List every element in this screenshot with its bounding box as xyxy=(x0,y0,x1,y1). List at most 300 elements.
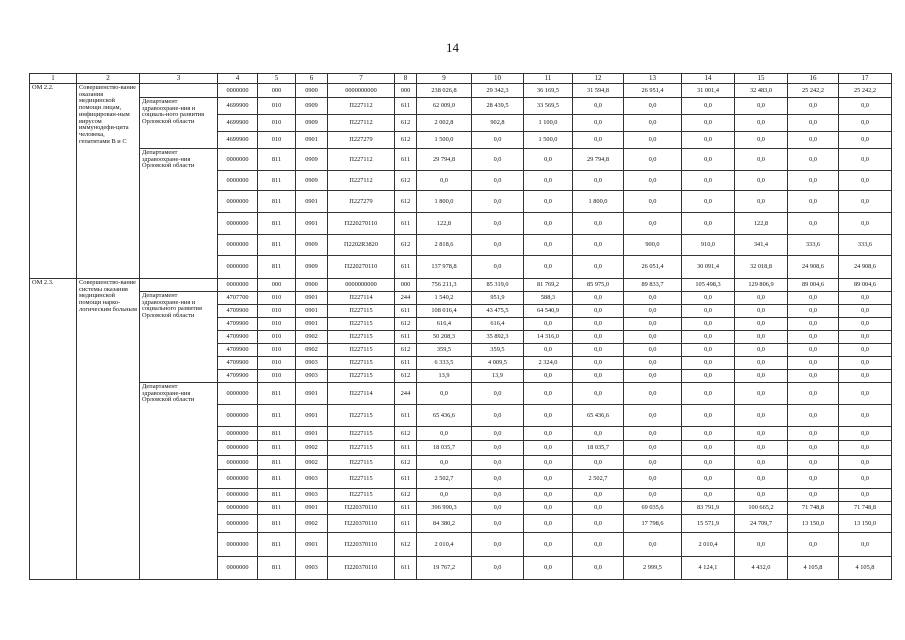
value-cell: 1 100,0 xyxy=(524,115,573,132)
value-cell: 0000000000 xyxy=(328,279,395,292)
value-cell: П227115 xyxy=(328,456,395,470)
value-cell: 0000000 xyxy=(218,235,258,256)
value-cell: 0,0 xyxy=(524,427,573,441)
value-cell: 244 xyxy=(395,292,417,305)
value-cell: 0,0 xyxy=(624,292,682,305)
value-cell: 0,0 xyxy=(573,515,624,533)
value-cell: 0,0 xyxy=(839,489,892,502)
value-cell: П227112 xyxy=(328,171,395,191)
value-cell: П227115 xyxy=(328,441,395,456)
value-cell: 0,0 xyxy=(735,318,788,331)
value-cell: 0,0 xyxy=(573,171,624,191)
value-cell: 0,0 xyxy=(682,357,735,370)
value-cell: 0,0 xyxy=(788,98,839,115)
value-cell: 0,0 xyxy=(788,470,839,489)
value-cell: 611 xyxy=(395,98,417,115)
value-cell: 89 833,7 xyxy=(624,279,682,292)
value-cell: 4699900 xyxy=(218,132,258,149)
column-header: 11 xyxy=(524,74,573,84)
value-cell: П227112 xyxy=(328,98,395,115)
executor-department: Департамент здравоохране-ния и социаль-ного развития Орловской области xyxy=(140,98,218,149)
value-cell: 0,0 xyxy=(624,357,682,370)
table-row xyxy=(30,84,892,98)
value-cell: 0,0 xyxy=(788,344,839,357)
value-cell: 0,0 xyxy=(682,149,735,171)
value-cell: 4709900 xyxy=(218,370,258,383)
value-cell: 108 016,4 xyxy=(417,305,472,318)
value-cell: 0,0 xyxy=(573,132,624,149)
value-cell: П227115 xyxy=(328,318,395,331)
value-cell: 0,0 xyxy=(735,456,788,470)
value-cell: 25 242,2 xyxy=(788,84,839,98)
value-cell: 0,0 xyxy=(839,292,892,305)
value-cell: П227115 xyxy=(328,331,395,344)
value-cell: 0,0 xyxy=(624,533,682,557)
value-cell: 69 035,6 xyxy=(624,502,682,515)
value-cell: 14 316,0 xyxy=(524,331,573,344)
value-cell: 0,0 xyxy=(524,557,573,580)
value-cell: 4709900 xyxy=(218,305,258,318)
value-cell: 0000000 xyxy=(218,383,258,405)
value-cell: 611 xyxy=(395,256,417,279)
value-cell: 0,0 xyxy=(472,405,524,427)
value-cell: 4709900 xyxy=(218,344,258,357)
value-cell: 85 319,0 xyxy=(472,279,524,292)
value-cell: 0,0 xyxy=(472,132,524,149)
value-cell: 612 xyxy=(395,318,417,331)
value-cell: 105 498,3 xyxy=(682,279,735,292)
measure-name: Совершенство-вание системы оказания медицинской помощи нарко-логическим больным xyxy=(77,279,140,580)
value-cell: 0,0 xyxy=(573,305,624,318)
value-cell: 81 769,2 xyxy=(524,279,573,292)
value-cell: 0,0 xyxy=(472,470,524,489)
value-cell: 0,0 xyxy=(735,533,788,557)
value-cell: 0909 xyxy=(296,98,328,115)
value-cell: 612 xyxy=(395,191,417,213)
value-cell: 0,0 xyxy=(839,171,892,191)
value-cell: 0,0 xyxy=(788,533,839,557)
value-cell: 000 xyxy=(395,84,417,98)
column-header: 3 xyxy=(140,74,218,84)
value-cell: 0,0 xyxy=(573,292,624,305)
value-cell: 0000000 xyxy=(218,149,258,171)
value-cell: 811 xyxy=(258,533,296,557)
value-cell: 13,9 xyxy=(472,370,524,383)
value-cell: 0902 xyxy=(296,344,328,357)
value-cell: 0,0 xyxy=(788,331,839,344)
value-cell: П220370110 xyxy=(328,515,395,533)
value-cell: 0,0 xyxy=(788,370,839,383)
value-cell: 129 806,9 xyxy=(735,279,788,292)
value-cell: 0901 xyxy=(296,292,328,305)
value-cell: 4 124,1 xyxy=(682,557,735,580)
value-cell: 18 035,7 xyxy=(417,441,472,456)
value-cell: 0,0 xyxy=(624,489,682,502)
value-cell: 26 951,4 xyxy=(624,84,682,98)
value-cell: 0,0 xyxy=(524,489,573,502)
value-cell: 0,0 xyxy=(839,318,892,331)
value-cell: 811 xyxy=(258,557,296,580)
value-cell: 612 xyxy=(395,456,417,470)
value-cell: П227115 xyxy=(328,305,395,318)
value-cell: 0,0 xyxy=(524,533,573,557)
value-cell: 0000000 xyxy=(218,470,258,489)
value-cell: 010 xyxy=(258,292,296,305)
value-cell: 612 xyxy=(395,533,417,557)
value-cell: 010 xyxy=(258,305,296,318)
value-cell: 0,0 xyxy=(573,344,624,357)
value-cell: 0902 xyxy=(296,331,328,344)
value-cell: П227279 xyxy=(328,191,395,213)
value-cell: 89 004,6 xyxy=(788,279,839,292)
value-cell: 29 794,8 xyxy=(417,149,472,171)
value-cell: 62 009,0 xyxy=(417,98,472,115)
value-cell: 0,0 xyxy=(839,370,892,383)
value-cell: 0,0 xyxy=(682,213,735,235)
value-cell: 010 xyxy=(258,98,296,115)
value-cell: 0,0 xyxy=(624,344,682,357)
value-cell: 0000000 xyxy=(218,84,258,98)
value-cell: 35 892,3 xyxy=(472,331,524,344)
value-cell: 612 xyxy=(395,489,417,502)
value-cell: 811 xyxy=(258,171,296,191)
value-cell: 0,0 xyxy=(524,456,573,470)
value-cell: 31 594,8 xyxy=(573,84,624,98)
value-cell: 0,0 xyxy=(839,441,892,456)
value-cell: 0,0 xyxy=(788,191,839,213)
value-cell: П227115 xyxy=(328,405,395,427)
column-header: 5 xyxy=(258,74,296,84)
value-cell: 0,0 xyxy=(624,370,682,383)
value-cell: 811 xyxy=(258,441,296,456)
value-cell: 0903 xyxy=(296,489,328,502)
value-cell: 0901 xyxy=(296,318,328,331)
value-cell: 4709900 xyxy=(218,357,258,370)
value-cell: 0,0 xyxy=(624,405,682,427)
value-cell: 0000000 xyxy=(218,279,258,292)
value-cell: 396 990,3 xyxy=(417,502,472,515)
value-cell: 0000000 xyxy=(218,489,258,502)
value-cell: 0,0 xyxy=(573,318,624,331)
value-cell: 0,0 xyxy=(788,132,839,149)
value-cell: 0,0 xyxy=(682,489,735,502)
value-cell: П227115 xyxy=(328,344,395,357)
value-cell: 4709900 xyxy=(218,318,258,331)
executor-department: Департамент здравоохране-ния Орловской области xyxy=(140,383,218,580)
value-cell: 0,0 xyxy=(735,305,788,318)
value-cell: 0,0 xyxy=(682,292,735,305)
value-cell: 0,0 xyxy=(788,292,839,305)
value-cell: 0,0 xyxy=(624,331,682,344)
value-cell: 2 818,6 xyxy=(417,235,472,256)
value-cell: 0,0 xyxy=(735,427,788,441)
value-cell: 4707700 xyxy=(218,292,258,305)
value-cell: 0,0 xyxy=(573,115,624,132)
value-cell: 0901 xyxy=(296,533,328,557)
value-cell: 0,0 xyxy=(472,213,524,235)
value-cell: 0000000 xyxy=(218,427,258,441)
value-cell: 0,0 xyxy=(573,383,624,405)
value-cell: 811 xyxy=(258,502,296,515)
value-cell: 0,0 xyxy=(788,171,839,191)
value-cell: 2 324,0 xyxy=(524,357,573,370)
value-cell: 0,0 xyxy=(839,357,892,370)
value-cell: 811 xyxy=(258,213,296,235)
value-cell: 29 794,8 xyxy=(573,149,624,171)
value-cell: 0901 xyxy=(296,502,328,515)
value-cell: 0,0 xyxy=(788,489,839,502)
value-cell: 32 018,8 xyxy=(735,256,788,279)
value-cell: 4 009,5 xyxy=(472,357,524,370)
value-cell: 0,0 xyxy=(524,191,573,213)
value-cell: 0,0 xyxy=(573,256,624,279)
value-cell: 0,0 xyxy=(472,515,524,533)
value-cell: 0902 xyxy=(296,456,328,470)
value-cell: 0,0 xyxy=(682,383,735,405)
value-cell: 0,0 xyxy=(735,470,788,489)
value-cell: 0,0 xyxy=(839,533,892,557)
value-cell: 0903 xyxy=(296,470,328,489)
value-cell: П220270110 xyxy=(328,213,395,235)
value-cell: 0,0 xyxy=(682,98,735,115)
value-cell: 0,0 xyxy=(573,235,624,256)
table-row xyxy=(30,279,892,292)
value-cell: 0,0 xyxy=(472,502,524,515)
value-cell: 0,0 xyxy=(624,98,682,115)
value-cell: 0000000 xyxy=(218,213,258,235)
value-cell: 1 500,0 xyxy=(524,132,573,149)
value-cell: 0,0 xyxy=(682,441,735,456)
value-cell: 0,0 xyxy=(524,470,573,489)
value-cell: 89 004,6 xyxy=(839,279,892,292)
value-cell: 0000000 xyxy=(218,533,258,557)
value-cell: 0909 xyxy=(296,235,328,256)
value-cell: 0,0 xyxy=(839,191,892,213)
value-cell: 36 169,5 xyxy=(524,84,573,98)
column-header: 2 xyxy=(77,74,140,84)
value-cell: 010 xyxy=(258,132,296,149)
value-cell: 0,0 xyxy=(735,344,788,357)
value-cell: 0,0 xyxy=(417,456,472,470)
value-cell: 0,0 xyxy=(417,427,472,441)
value-cell: 0,0 xyxy=(839,115,892,132)
value-cell: П227115 xyxy=(328,357,395,370)
value-cell: 341,4 xyxy=(735,235,788,256)
value-cell: 4699900 xyxy=(218,115,258,132)
value-cell: 0,0 xyxy=(839,383,892,405)
value-cell: 64 540,9 xyxy=(524,305,573,318)
value-cell: 0,0 xyxy=(417,171,472,191)
value-cell: 0,0 xyxy=(682,427,735,441)
value-cell: 2 002,8 xyxy=(417,115,472,132)
value-cell: 359,5 xyxy=(417,344,472,357)
value-cell: 0,0 xyxy=(624,305,682,318)
value-cell: 28 439,5 xyxy=(472,98,524,115)
value-cell: 4709900 xyxy=(218,331,258,344)
value-cell: 0903 xyxy=(296,357,328,370)
value-cell: 0,0 xyxy=(624,115,682,132)
value-cell: 137 978,8 xyxy=(417,256,472,279)
value-cell: 0,0 xyxy=(839,305,892,318)
value-cell: 0901 xyxy=(296,427,328,441)
value-cell: 0,0 xyxy=(624,132,682,149)
value-cell: 612 xyxy=(395,171,417,191)
value-cell: 0,0 xyxy=(682,305,735,318)
value-cell: 0,0 xyxy=(839,470,892,489)
executor-cell xyxy=(140,279,218,292)
value-cell: 0,0 xyxy=(573,456,624,470)
value-cell: 0,0 xyxy=(788,357,839,370)
value-cell: 0,0 xyxy=(839,405,892,427)
value-cell: 65 436,6 xyxy=(573,405,624,427)
value-cell: 32 483,0 xyxy=(735,84,788,98)
value-cell: 0,0 xyxy=(839,344,892,357)
value-cell: П220370110 xyxy=(328,533,395,557)
value-cell: 71 748,8 xyxy=(839,502,892,515)
value-cell: 0,0 xyxy=(682,331,735,344)
value-cell: 2 010,4 xyxy=(417,533,472,557)
value-cell: 0,0 xyxy=(735,331,788,344)
value-cell: 0,0 xyxy=(735,149,788,171)
value-cell: 0,0 xyxy=(735,292,788,305)
value-cell: 0,0 xyxy=(735,115,788,132)
column-header: 9 xyxy=(417,74,472,84)
value-cell: 0909 xyxy=(296,171,328,191)
value-cell: 0,0 xyxy=(682,132,735,149)
value-cell: 0,0 xyxy=(524,235,573,256)
value-cell: 611 xyxy=(395,405,417,427)
value-cell: 0901 xyxy=(296,305,328,318)
value-cell: 0,0 xyxy=(735,405,788,427)
value-cell: 0,0 xyxy=(472,489,524,502)
value-cell: 0,0 xyxy=(839,213,892,235)
value-cell: 100 665,2 xyxy=(735,502,788,515)
value-cell: 0,0 xyxy=(472,427,524,441)
value-cell: 0900 xyxy=(296,279,328,292)
table-row xyxy=(30,292,892,305)
value-cell: 0909 xyxy=(296,115,328,132)
value-cell: 0,0 xyxy=(624,470,682,489)
value-cell: П227115 xyxy=(328,370,395,383)
value-cell: 611 xyxy=(395,331,417,344)
value-cell: 0909 xyxy=(296,149,328,171)
value-cell: 30 091,4 xyxy=(682,256,735,279)
value-cell: 0,0 xyxy=(735,171,788,191)
value-cell: 588,3 xyxy=(524,292,573,305)
value-cell: 0,0 xyxy=(682,405,735,427)
value-cell: 26 051,4 xyxy=(624,256,682,279)
value-cell: 84 380,2 xyxy=(417,515,472,533)
value-cell: 0,0 xyxy=(573,357,624,370)
value-cell: 0,0 xyxy=(472,441,524,456)
value-cell: 0,0 xyxy=(624,318,682,331)
value-cell: 0,0 xyxy=(472,235,524,256)
value-cell: 0,0 xyxy=(472,256,524,279)
value-cell: 0902 xyxy=(296,441,328,456)
value-cell: 0,0 xyxy=(573,370,624,383)
value-cell: 0,0 xyxy=(524,149,573,171)
value-cell: 4 105,8 xyxy=(788,557,839,580)
value-cell: 611 xyxy=(395,515,417,533)
value-cell: 0,0 xyxy=(682,470,735,489)
value-cell: 0,0 xyxy=(839,456,892,470)
value-cell: 333,6 xyxy=(839,235,892,256)
value-cell: 0,0 xyxy=(624,149,682,171)
value-cell: 611 xyxy=(395,441,417,456)
value-cell: 0,0 xyxy=(573,502,624,515)
value-cell: 238 026,8 xyxy=(417,84,472,98)
value-cell: 333,6 xyxy=(788,235,839,256)
value-cell: П227115 xyxy=(328,427,395,441)
value-cell: 0901 xyxy=(296,213,328,235)
value-cell: 611 xyxy=(395,213,417,235)
value-cell: 0,0 xyxy=(573,557,624,580)
value-cell: П220370110 xyxy=(328,502,395,515)
value-cell: 010 xyxy=(258,331,296,344)
value-cell: П227114 xyxy=(328,292,395,305)
value-cell: 1 800,0 xyxy=(573,191,624,213)
value-cell: 756 211,3 xyxy=(417,279,472,292)
value-cell: 811 xyxy=(258,427,296,441)
value-cell: П220270110 xyxy=(328,256,395,279)
value-cell: 0,0 xyxy=(524,502,573,515)
value-cell: 010 xyxy=(258,370,296,383)
value-cell: 0,0 xyxy=(839,149,892,171)
value-cell: 0,0 xyxy=(682,171,735,191)
value-cell: П227114 xyxy=(328,383,395,405)
value-cell: 0,0 xyxy=(524,370,573,383)
value-cell: 0,0 xyxy=(682,344,735,357)
measure-code: ОМ 2.2. xyxy=(30,84,77,279)
value-cell: 2 010,4 xyxy=(682,533,735,557)
value-cell: 0901 xyxy=(296,405,328,427)
value-cell: 612 xyxy=(395,344,417,357)
column-header: 15 xyxy=(735,74,788,84)
value-cell: 811 xyxy=(258,383,296,405)
value-cell: 17 798,6 xyxy=(624,515,682,533)
value-cell: 0,0 xyxy=(735,370,788,383)
value-cell: 000 xyxy=(395,279,417,292)
value-cell: 0,0 xyxy=(682,456,735,470)
value-cell: 0,0 xyxy=(624,171,682,191)
value-cell: 010 xyxy=(258,357,296,370)
value-cell: 0,0 xyxy=(735,132,788,149)
value-cell: 902,8 xyxy=(472,115,524,132)
value-cell: 616,4 xyxy=(472,318,524,331)
value-cell: 0,0 xyxy=(682,191,735,213)
value-cell: 15 571,9 xyxy=(682,515,735,533)
value-cell: 0,0 xyxy=(788,115,839,132)
value-cell: 0903 xyxy=(296,557,328,580)
value-cell: 65 436,6 xyxy=(417,405,472,427)
value-cell: 13,9 xyxy=(417,370,472,383)
value-cell: 0000000 xyxy=(218,191,258,213)
executor-cell xyxy=(140,84,218,98)
executor-department: Департамент здравоохране-ния и социального развития Орловской области xyxy=(140,292,218,383)
value-cell: 0,0 xyxy=(735,98,788,115)
value-cell: 0,0 xyxy=(573,331,624,344)
value-cell: 13 150,0 xyxy=(788,515,839,533)
measure-code: ОМ 2.3. xyxy=(30,279,77,580)
value-cell: 900,0 xyxy=(624,235,682,256)
value-cell: 616,4 xyxy=(417,318,472,331)
value-cell: 6 333,5 xyxy=(417,357,472,370)
value-cell: 0,0 xyxy=(788,149,839,171)
value-cell: 910,0 xyxy=(682,235,735,256)
value-cell: 0,0 xyxy=(524,344,573,357)
value-cell: 0,0 xyxy=(788,405,839,427)
value-cell: 122,8 xyxy=(735,213,788,235)
